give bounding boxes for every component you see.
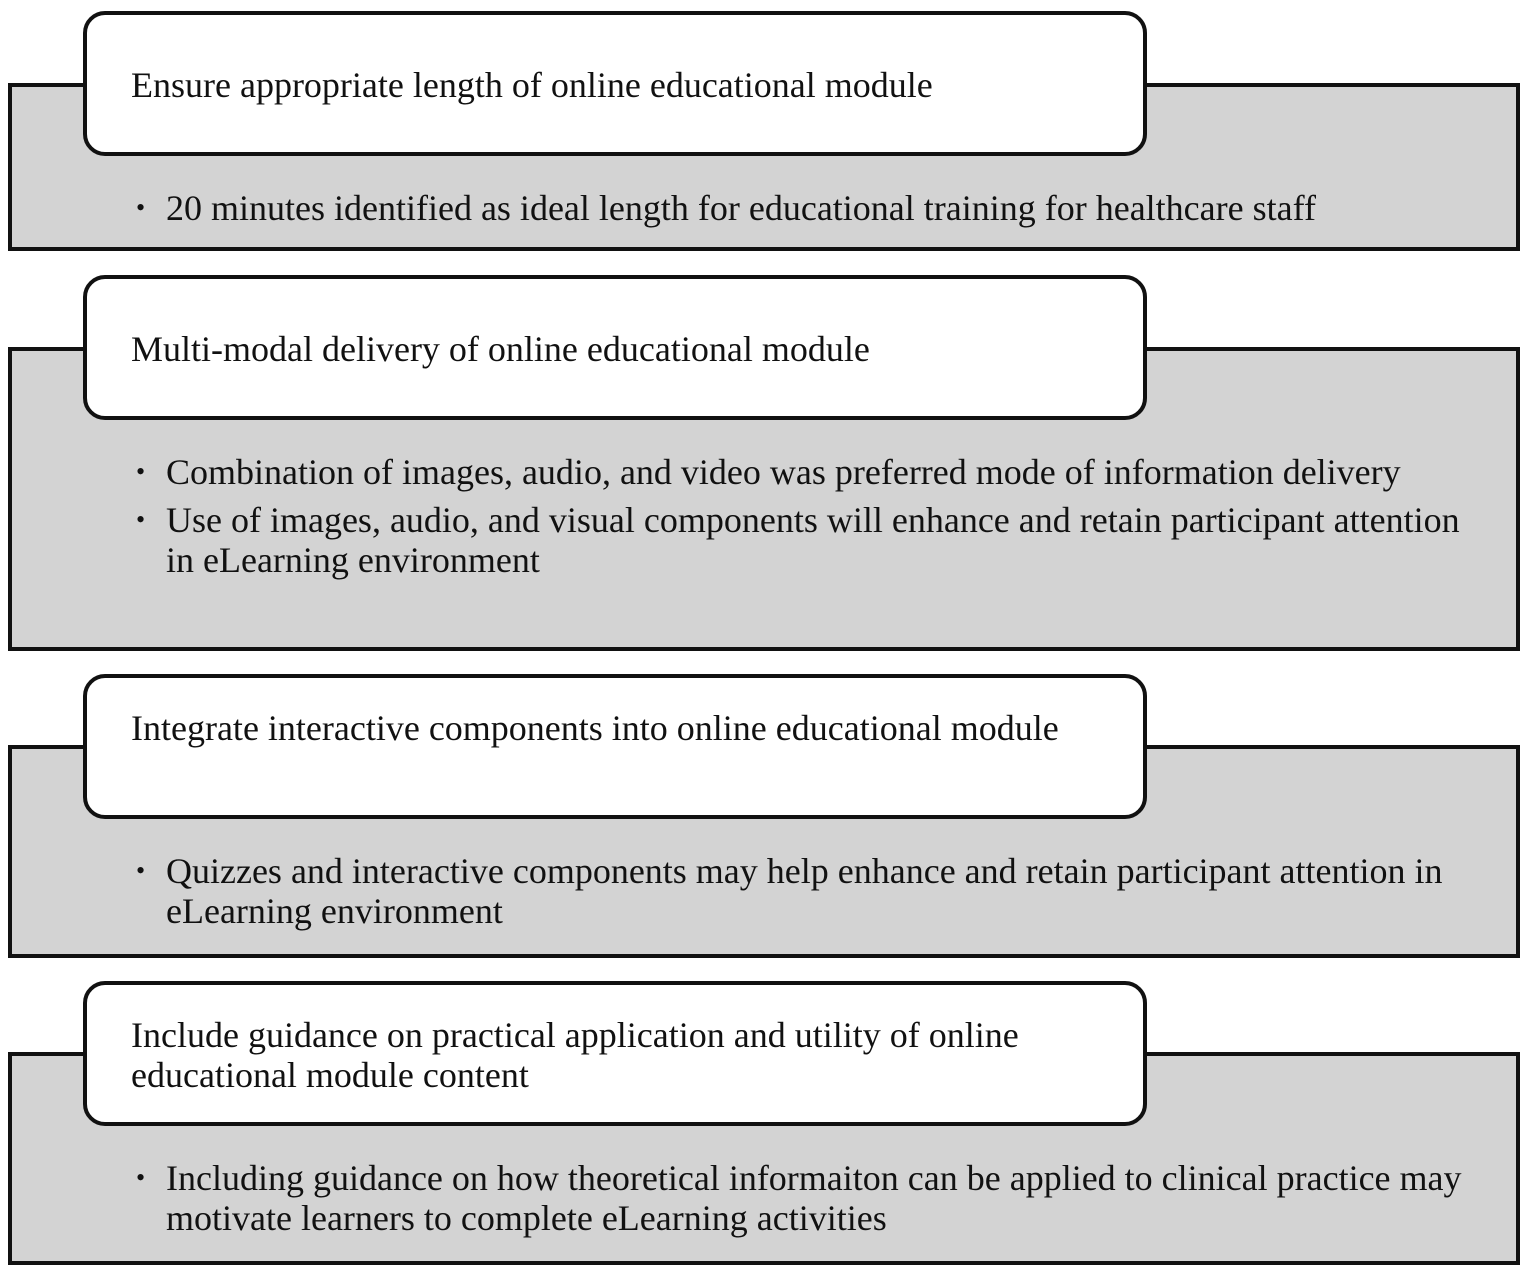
section-3-heading: Integrate interactive components into online educational module <box>131 708 1059 748</box>
section-2-bullet-list <box>130 452 1476 588</box>
section-1-bullet-list <box>130 188 1476 236</box>
bullet-text: 20 minutes identified as ideal length for educational training for healthcare staff <box>166 188 1316 228</box>
section-1-heading-box <box>83 11 1147 156</box>
bullet-item <box>130 452 1476 492</box>
bullet-text: Use of images, audio, and visual components will enhance and retain participant attention in eLearning environment <box>166 500 1460 580</box>
bullet-item <box>130 188 1476 228</box>
bullet-item <box>130 851 1476 931</box>
bullet-text: Quizzes and interactive components may help enhance and retain participant attention in eLearning environment <box>166 851 1443 931</box>
bullet-text: Including guidance on how theoretical informaiton can be applied to clinical practice may motivate learners to complete eLearning activities <box>166 1158 1462 1238</box>
bullet-dot: • <box>136 856 146 885</box>
section-3-bullet-list <box>130 851 1476 939</box>
bullet-dot: • <box>136 457 146 486</box>
bullet-text: Combination of images, audio, and video was preferred mode of information delivery <box>166 452 1401 492</box>
section-2-heading: Multi-modal delivery of online educational module <box>131 329 870 369</box>
bullet-item <box>130 500 1476 580</box>
bullet-item <box>130 1158 1476 1238</box>
section-4-bullet-list <box>130 1158 1476 1246</box>
section-3-heading-box <box>83 674 1147 819</box>
bullet-dot: • <box>136 1163 146 1192</box>
bullet-dot: • <box>136 193 146 222</box>
section-1-heading: Ensure appropriate length of online educational module <box>131 65 933 105</box>
bullet-dot: • <box>136 505 146 534</box>
section-4-heading-box <box>83 981 1147 1126</box>
section-2-heading-box <box>83 275 1147 420</box>
section-4-heading: Include guidance on practical application and utility of online educational module content <box>131 1015 1019 1095</box>
